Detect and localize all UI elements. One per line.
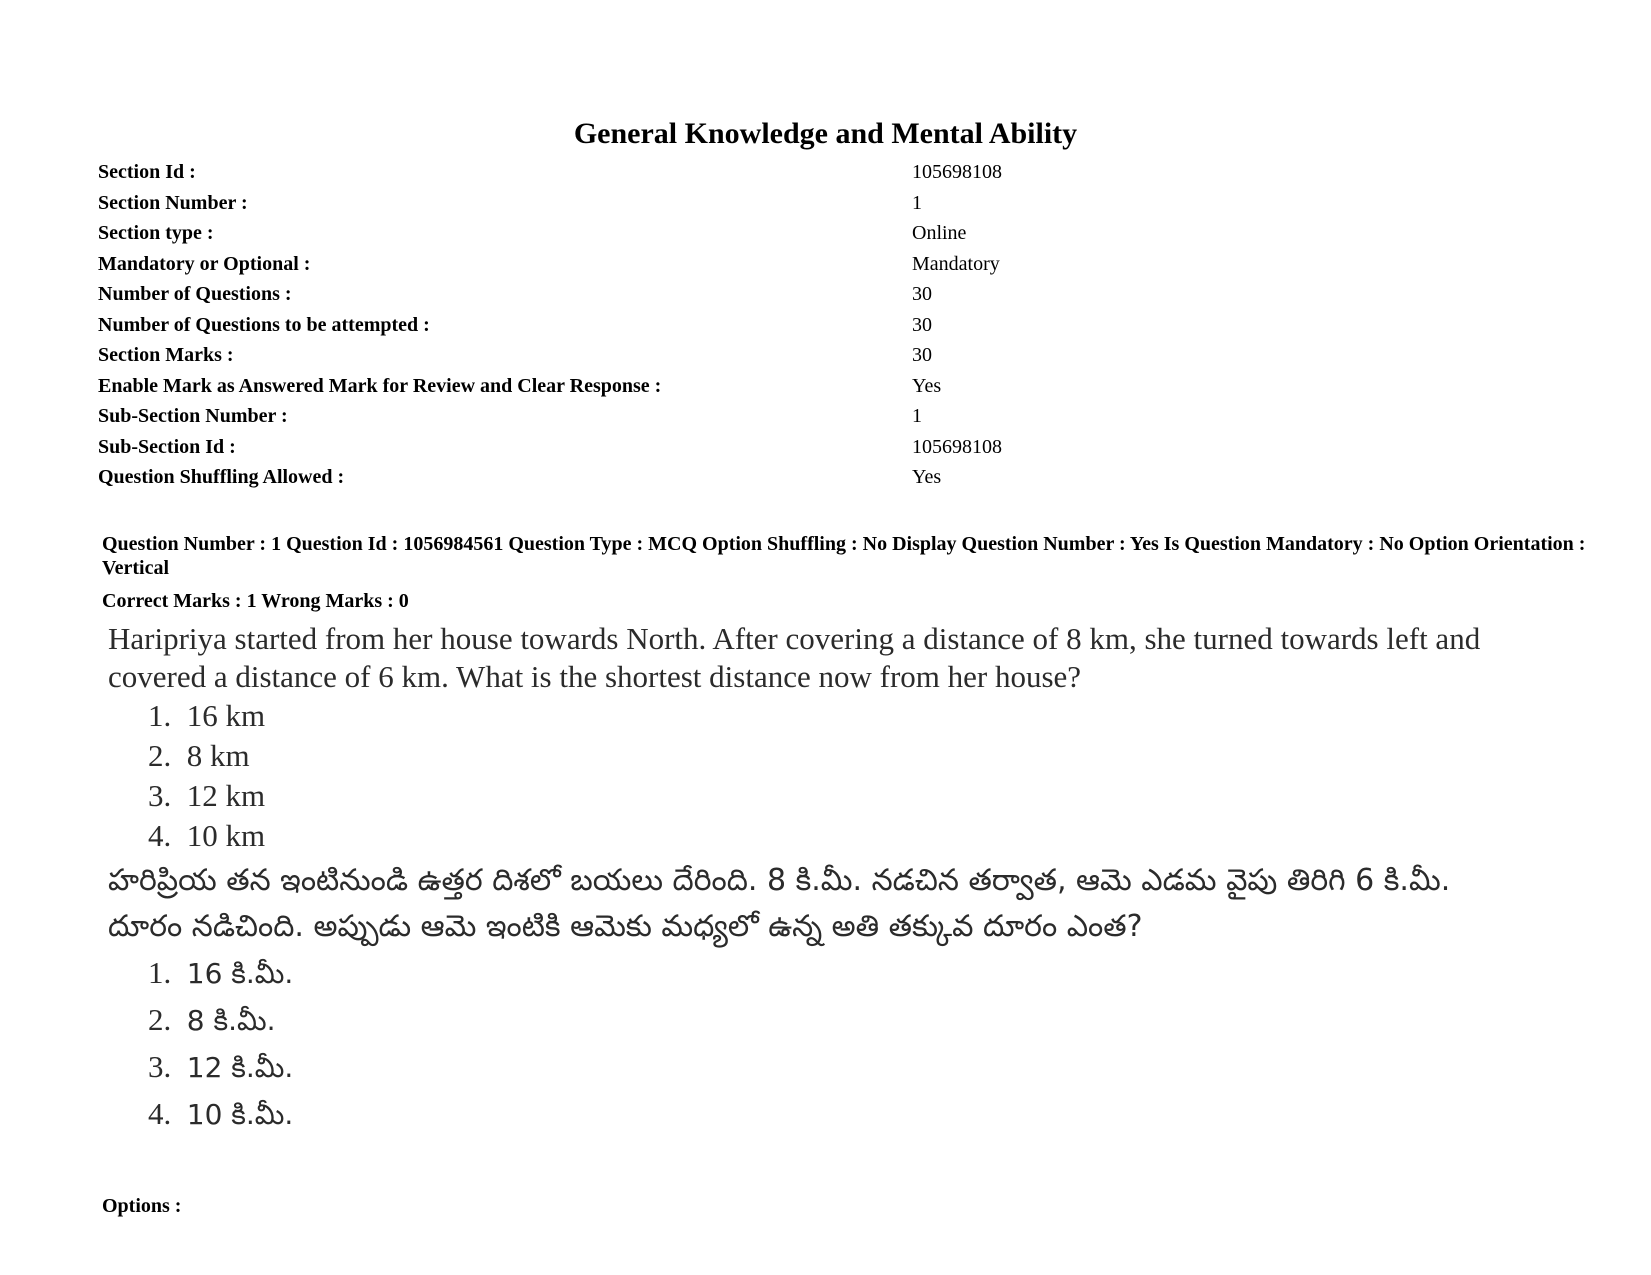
option-text: 16 కి.మీ. [186,957,294,990]
questions-attempted-value: 30 [912,313,932,336]
option-text: 16 km [186,698,266,733]
option-text: 10 km [186,818,266,853]
option-number: 2. [148,1002,172,1037]
option-text: 12 km [186,778,266,813]
section-id-label: Section Id : [98,161,196,183]
section-number-label: Section Number : [98,191,248,214]
option-text: 8 km [186,738,250,773]
sub-section-number-label: Sub-Section Number : [98,405,288,427]
options-list-english [108,696,1528,856]
option-number: 1. [148,955,172,990]
option-number: 3. [148,778,172,813]
sub-section-id-value: 105698108 [912,435,1002,458]
section-id-value: 105698108 [912,161,1002,183]
option-english [108,816,1528,856]
mandatory-label: Mandatory or Optional : [98,252,311,275]
section-type-label: Section type : [98,222,214,244]
question-marks: Correct Marks : 1 Wrong Marks : 0 [102,590,409,612]
option-telugu [108,1091,1528,1138]
question-text-english: Haripriya started from her house towards North. After covering a distance of 8 km, she turned towards left and covered a distance of 6 km. What is the shortest distance now from her house? [108,621,1481,694]
section-marks-label: Section Marks : [98,344,234,366]
enable-mark-value: Yes [912,374,942,397]
option-text: 10 కి.మీ. [186,1098,294,1131]
options-label: Options : [102,1195,182,1217]
option-number: 3. [148,1049,172,1084]
option-text: 8 కి.మీ. [186,1004,276,1037]
sub-section-id-label: Sub-Section Id : [98,435,236,458]
sub-section-number-value: 1 [912,405,922,427]
section-type-value: Online [912,222,967,244]
shuffling-label: Question Shuffling Allowed : [98,466,345,488]
shuffling-value: Yes [912,466,942,488]
page-title: General Knowledge and Mental Ability [573,117,1078,150]
option-telugu [108,1044,1528,1091]
option-number: 1. [148,698,172,733]
question-header: Question Number : 1 Question Id : 1056984561 Question Type : MCQ Option Shuffling : No Display Question Number : Yes Is Question Mandatory : No Option Orientation : Vertical [102,533,1586,579]
option-number: 4. [148,1096,172,1131]
question-text-telugu: హరిప్రియ తన ఇంటినుండి ఉత్తర దిశలో బయలు దేరింది. 8 కి.మీ. నడచిన తర్వాత, ఆమె ఎడమ వైపు తిరిగి 6 కి.మీ. దూరం నడిచింది. అప్పుడు ఆమె ఇంటికి ఆమెకు మధ్యలో ఉన్న అతి తక్కువ దూరం ఎంత? [108,863,1451,944]
questions-attempted-label: Number of Questions to be attempted : [98,313,430,336]
option-number: 2. [148,738,172,773]
option-number: 4. [148,818,172,853]
question-count-value: 30 [912,283,932,305]
enable-mark-label: Enable Mark as Answered Mark for Review and Clear Response : [98,374,662,397]
option-telugu [108,950,1528,997]
option-text: 12 కి.మీ. [186,1051,294,1084]
mandatory-value: Mandatory [912,252,1000,275]
section-marks-value: 30 [912,344,932,366]
option-english [108,776,1528,816]
option-english [108,696,1528,736]
option-telugu [108,997,1528,1044]
section-number-value: 1 [912,191,922,214]
option-english [108,736,1528,776]
question-body [108,620,1528,1138]
options-list-telugu [108,950,1528,1138]
question-count-label: Number of Questions : [98,283,292,305]
